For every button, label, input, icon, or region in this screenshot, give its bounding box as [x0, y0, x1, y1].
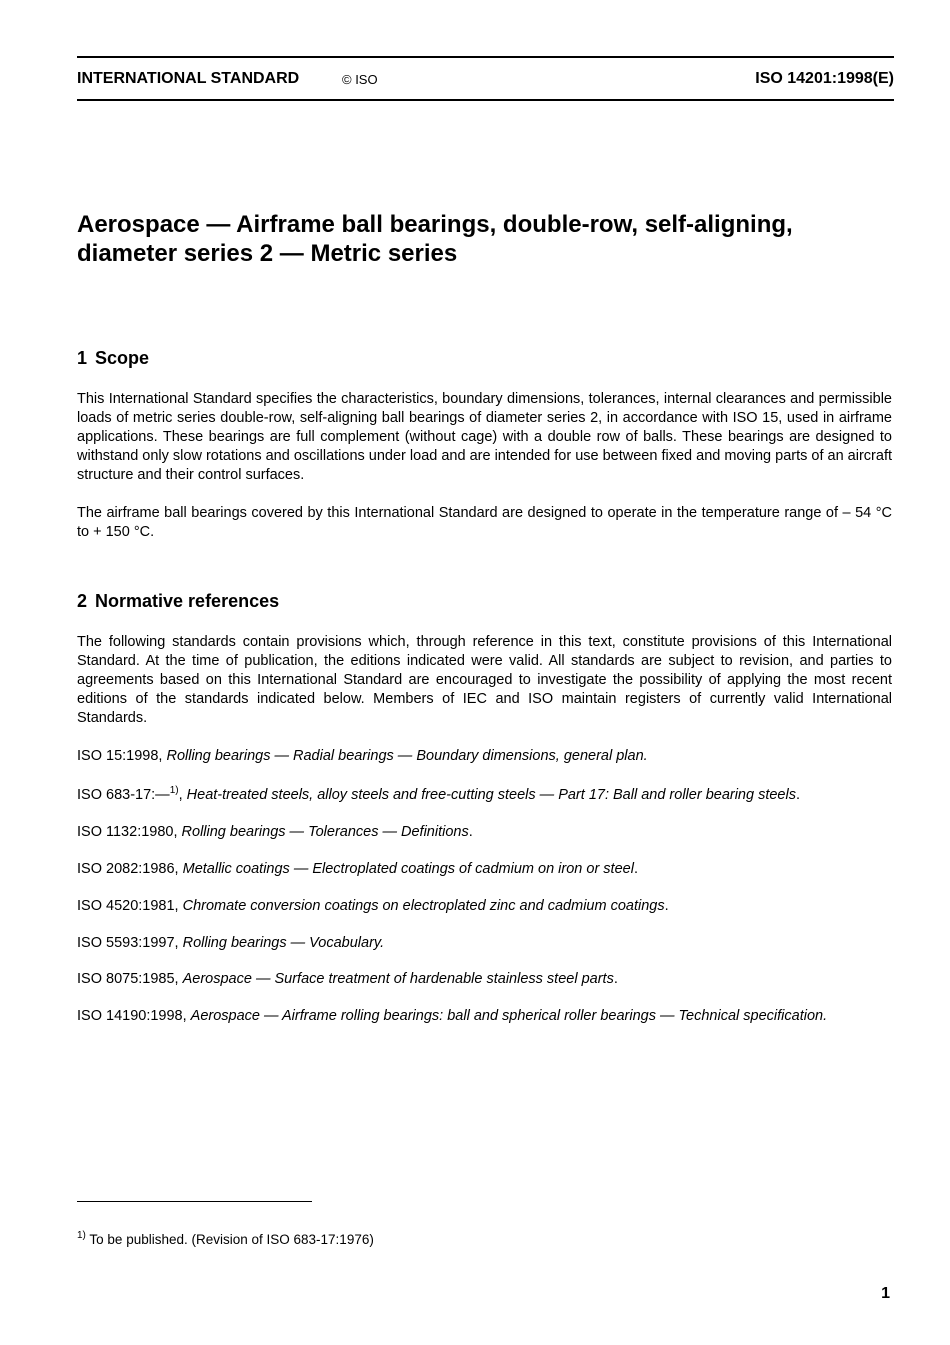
- footnote-mark: 1): [77, 1230, 86, 1241]
- standard-designation: ISO 14201:1998(E): [755, 70, 894, 87]
- reference-title: Rolling bearings — Radial bearings — Boundary dimensions, general plan.: [166, 748, 648, 764]
- section-number: 2: [77, 591, 88, 611]
- footnote-mark: 1): [169, 785, 179, 796]
- reference-trail: .: [613, 971, 618, 987]
- reference-item: [77, 747, 894, 766]
- reference-code: ISO 5593:1997,: [77, 935, 183, 951]
- document-title-line1: Aerospace — Airframe ball bearings, double-row, self-aligning,: [77, 211, 793, 238]
- section-heading-normative-references: [77, 591, 279, 612]
- header-bottom-rule: [77, 99, 894, 101]
- reference-title: Aerospace — Airframe rolling bearings: ball and spherical roller bearings — Technical specification.: [190, 1008, 828, 1024]
- reference-code: ISO 14190:1998,: [77, 1008, 191, 1024]
- reference-code: ISO 8075:1985,: [77, 971, 183, 987]
- section-title: Normative references: [95, 591, 280, 611]
- scope-paragraph-2: The airframe ball bearings covered by this International Standard are designed to operate in the temperature range of – 54 °C to + 150 °C.: [77, 505, 892, 540]
- reference-trail: .: [664, 898, 669, 914]
- reference-item: [77, 934, 894, 953]
- section-title: Scope: [95, 348, 150, 368]
- references-intro-paragraph: The following standards contain provisions which, through reference in this text, constitute provisions of this International Standard. At the time of publication, the editions indicated were valid. All standards are subject to revision, and parties to agreements based on this International Standard are encouraged to investigate the possibility of applying the most recent editions of the standards indicated below. Members of IEC and ISO maintain registers of currently valid International Standards.: [77, 634, 892, 726]
- reference-item: [77, 897, 894, 916]
- reference-trail: .: [633, 861, 638, 877]
- reference-title: Heat-treated steels, alloy steels and free-cutting steels — Part 17: Ball and roller bearing steels: [186, 787, 796, 803]
- section-number: 1: [77, 348, 88, 368]
- reference-title: Chromate conversion coatings on electroplated zinc and cadmium coatings: [182, 898, 665, 914]
- reference-trail: .: [795, 787, 800, 803]
- reference-code: ISO 2082:1986,: [77, 861, 183, 877]
- reference-title: Rolling bearings — Tolerances — Definitions: [181, 824, 469, 840]
- copyright-label: © ISO: [342, 72, 378, 87]
- reference-trail: .: [468, 824, 473, 840]
- reference-code: ISO 1132:1980,: [77, 824, 182, 840]
- footnote-rule: [77, 1201, 312, 1202]
- reference-item: [77, 823, 894, 842]
- reference-item: [77, 860, 894, 879]
- reference-code: ISO 15:1998,: [77, 748, 167, 764]
- document-title-line2: diameter series 2 — Metric series: [77, 240, 458, 267]
- reference-code: ISO 683-17:—: [77, 787, 170, 803]
- section-heading-scope: [77, 348, 149, 369]
- reference-separator: ,: [178, 787, 187, 803]
- reference-title: Aerospace — Surface treatment of hardenable stainless steel parts: [182, 971, 614, 987]
- footnote-text: To be published. (Revision of ISO 683-17:1976): [85, 1232, 374, 1247]
- reference-title: Rolling bearings — Vocabulary.: [182, 935, 385, 951]
- document-title: [77, 210, 894, 268]
- reference-title: Metallic coatings — Electroplated coatings of cadmium on iron or steel: [182, 861, 634, 877]
- scope-paragraph-1: This International Standard specifies the characteristics, boundary dimensions, tolerances, internal clearances and permissible loads of metric series double-row, self-aligning ball bearings of diameter series 2, in accordance with ISO 15, used in airframe applications. These bearings are full complement (without cage) with a double row of balls. These bearings are designed to withstand only slow rotations and oscillations under load and are intended for use between fixed and moving parts of an aircraft structure and their control surfaces.: [77, 391, 892, 483]
- standard-type-label: INTERNATIONAL STANDARD: [77, 70, 300, 87]
- page-number: 1: [881, 1285, 890, 1302]
- reference-code: ISO 4520:1981,: [77, 898, 183, 914]
- header-top-rule: [77, 56, 894, 58]
- reference-item: [77, 970, 894, 989]
- reference-item: [77, 1007, 894, 1026]
- reference-item: [77, 786, 894, 805]
- footnote: [77, 1232, 374, 1247]
